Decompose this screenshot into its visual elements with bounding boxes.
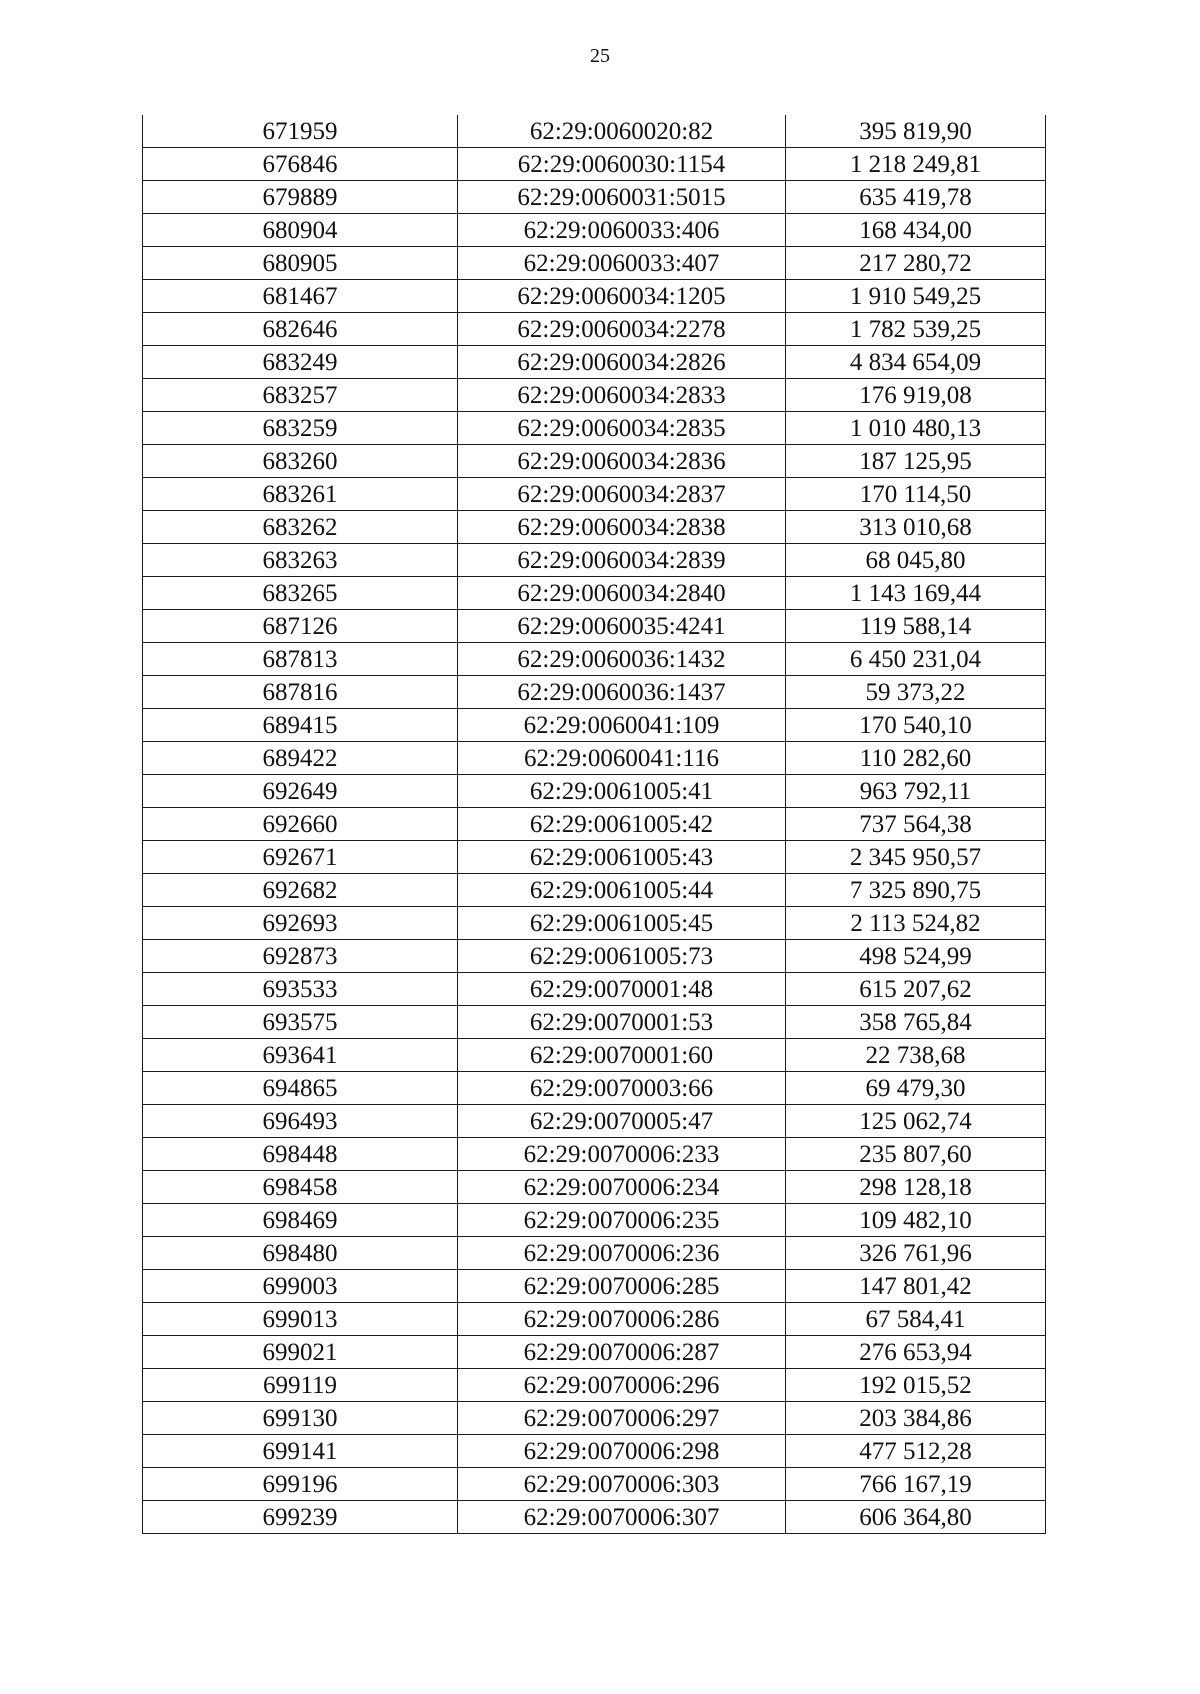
cadastral-number-cell: 62:29:0070005:47 <box>458 1105 786 1138</box>
cadastral-number-cell: 62:29:0060036:1437 <box>458 676 786 709</box>
table-row <box>143 1369 1046 1402</box>
record-number-cell: 687126 <box>143 610 458 643</box>
table-row <box>143 247 1046 280</box>
record-number-cell: 683249 <box>143 346 458 379</box>
cadastral-number-cell: 62:29:0061005:45 <box>458 907 786 940</box>
amount-cell: 298 128,18 <box>786 1171 1046 1204</box>
table-row <box>143 1039 1046 1072</box>
record-number-cell: 692671 <box>143 841 458 874</box>
table-row <box>143 412 1046 445</box>
record-number-cell: 693575 <box>143 1006 458 1039</box>
table-row <box>143 1402 1046 1435</box>
table-row <box>143 1171 1046 1204</box>
amount-cell: 235 807,60 <box>786 1138 1046 1171</box>
cadastral-number-cell: 62:29:0060034:2840 <box>458 577 786 610</box>
cadastral-number-cell: 62:29:0060033:407 <box>458 247 786 280</box>
cadastral-number-cell: 62:29:0060036:1432 <box>458 643 786 676</box>
record-number-cell: 698469 <box>143 1204 458 1237</box>
amount-cell: 4 834 654,09 <box>786 346 1046 379</box>
amount-cell: 1 782 539,25 <box>786 313 1046 346</box>
cadastral-number-cell: 62:29:0070006:234 <box>458 1171 786 1204</box>
amount-cell: 615 207,62 <box>786 973 1046 1006</box>
amount-cell: 110 282,60 <box>786 742 1046 775</box>
cadastral-number-cell: 62:29:0060034:2278 <box>458 313 786 346</box>
record-number-cell: 680905 <box>143 247 458 280</box>
amount-cell: 1 910 549,25 <box>786 280 1046 313</box>
table-row <box>143 1105 1046 1138</box>
cadastral-number-cell: 62:29:0060041:116 <box>458 742 786 775</box>
amount-cell: 170 540,10 <box>786 709 1046 742</box>
table-row <box>143 775 1046 808</box>
table-row <box>143 1435 1046 1468</box>
table-row <box>143 478 1046 511</box>
table-row <box>143 379 1046 412</box>
table-row <box>143 874 1046 907</box>
record-number-cell: 698458 <box>143 1171 458 1204</box>
record-number-cell: 693641 <box>143 1039 458 1072</box>
amount-cell: 606 364,80 <box>786 1501 1046 1534</box>
table-row <box>143 643 1046 676</box>
table-row <box>143 1303 1046 1336</box>
record-number-cell: 683263 <box>143 544 458 577</box>
cadastral-number-cell: 62:29:0060034:1205 <box>458 280 786 313</box>
amount-cell: 635 419,78 <box>786 181 1046 214</box>
cadastral-number-cell: 62:29:0070006:236 <box>458 1237 786 1270</box>
record-number-cell: 671959 <box>143 115 458 148</box>
record-number-cell: 692873 <box>143 940 458 973</box>
record-number-cell: 687813 <box>143 643 458 676</box>
amount-cell: 170 114,50 <box>786 478 1046 511</box>
record-number-cell: 693533 <box>143 973 458 1006</box>
amount-cell: 6 450 231,04 <box>786 643 1046 676</box>
record-number-cell: 683265 <box>143 577 458 610</box>
cadastral-number-cell: 62:29:0070001:60 <box>458 1039 786 1072</box>
record-number-cell: 698448 <box>143 1138 458 1171</box>
amount-cell: 119 588,14 <box>786 610 1046 643</box>
record-number-cell: 698480 <box>143 1237 458 1270</box>
cadastral-number-cell: 62:29:0060033:406 <box>458 214 786 247</box>
amount-cell: 59 373,22 <box>786 676 1046 709</box>
amount-cell: 1 143 169,44 <box>786 577 1046 610</box>
data-table <box>142 115 1046 1534</box>
cadastral-number-cell: 62:29:0061005:43 <box>458 841 786 874</box>
amount-cell: 192 015,52 <box>786 1369 1046 1402</box>
cadastral-number-cell: 62:29:0070006:235 <box>458 1204 786 1237</box>
record-number-cell: 692682 <box>143 874 458 907</box>
record-number-cell: 699003 <box>143 1270 458 1303</box>
amount-cell: 395 819,90 <box>786 115 1046 148</box>
cadastral-number-cell: 62:29:0060031:5015 <box>458 181 786 214</box>
cadastral-number-cell: 62:29:0061005:41 <box>458 775 786 808</box>
record-number-cell: 687816 <box>143 676 458 709</box>
amount-cell: 217 280,72 <box>786 247 1046 280</box>
amount-cell: 125 062,74 <box>786 1105 1046 1138</box>
table-row <box>143 214 1046 247</box>
record-number-cell: 680904 <box>143 214 458 247</box>
record-number-cell: 694865 <box>143 1072 458 1105</box>
cadastral-number-cell: 62:29:0060020:82 <box>458 115 786 148</box>
table-row <box>143 973 1046 1006</box>
amount-cell: 1 010 480,13 <box>786 412 1046 445</box>
amount-cell: 498 524,99 <box>786 940 1046 973</box>
table-row <box>143 148 1046 181</box>
cadastral-number-cell: 62:29:0061005:44 <box>458 874 786 907</box>
cadastral-number-cell: 62:29:0061005:73 <box>458 940 786 973</box>
amount-cell: 203 384,86 <box>786 1402 1046 1435</box>
record-number-cell: 699130 <box>143 1402 458 1435</box>
cadastral-number-cell: 62:29:0070006:287 <box>458 1336 786 1369</box>
amount-cell: 168 434,00 <box>786 214 1046 247</box>
table-row <box>143 1270 1046 1303</box>
cadastral-number-cell: 62:29:0060034:2833 <box>458 379 786 412</box>
table-row <box>143 841 1046 874</box>
amount-cell: 477 512,28 <box>786 1435 1046 1468</box>
cadastral-number-cell: 62:29:0060034:2836 <box>458 445 786 478</box>
table-row <box>143 346 1046 379</box>
cadastral-number-cell: 62:29:0070006:233 <box>458 1138 786 1171</box>
cadastral-number-cell: 62:29:0070006:285 <box>458 1270 786 1303</box>
cadastral-number-cell: 62:29:0060034:2826 <box>458 346 786 379</box>
record-number-cell: 681467 <box>143 280 458 313</box>
table-row <box>143 313 1046 346</box>
table-row <box>143 1204 1046 1237</box>
table-row <box>143 1138 1046 1171</box>
cadastral-number-cell: 62:29:0070006:296 <box>458 1369 786 1402</box>
record-number-cell: 683260 <box>143 445 458 478</box>
record-number-cell: 699141 <box>143 1435 458 1468</box>
amount-cell: 1 218 249,81 <box>786 148 1046 181</box>
table-row <box>143 1468 1046 1501</box>
record-number-cell: 699013 <box>143 1303 458 1336</box>
table-row <box>143 907 1046 940</box>
record-number-cell: 699021 <box>143 1336 458 1369</box>
table-row <box>143 1336 1046 1369</box>
cadastral-number-cell: 62:29:0060034:2838 <box>458 511 786 544</box>
table-row <box>143 181 1046 214</box>
record-number-cell: 683257 <box>143 379 458 412</box>
amount-cell: 963 792,11 <box>786 775 1046 808</box>
cadastral-number-cell: 62:29:0070006:298 <box>458 1435 786 1468</box>
record-number-cell: 683261 <box>143 478 458 511</box>
cadastral-number-cell: 62:29:0060030:1154 <box>458 148 786 181</box>
table-row <box>143 610 1046 643</box>
table-row <box>143 1501 1046 1534</box>
record-number-cell: 689415 <box>143 709 458 742</box>
record-number-cell: 692649 <box>143 775 458 808</box>
record-number-cell: 699239 <box>143 1501 458 1534</box>
amount-cell: 326 761,96 <box>786 1237 1046 1270</box>
record-number-cell: 679889 <box>143 181 458 214</box>
amount-cell: 358 765,84 <box>786 1006 1046 1039</box>
page-number: 25 <box>590 45 610 67</box>
cadastral-number-cell: 62:29:0060035:4241 <box>458 610 786 643</box>
amount-cell: 67 584,41 <box>786 1303 1046 1336</box>
amount-cell: 109 482,10 <box>786 1204 1046 1237</box>
cadastral-number-cell: 62:29:0060034:2835 <box>458 412 786 445</box>
record-number-cell: 682646 <box>143 313 458 346</box>
record-number-cell: 683259 <box>143 412 458 445</box>
record-number-cell: 692693 <box>143 907 458 940</box>
cadastral-number-cell: 62:29:0060034:2837 <box>458 478 786 511</box>
cadastral-number-cell: 62:29:0061005:42 <box>458 808 786 841</box>
table-row <box>143 577 1046 610</box>
amount-cell: 2 113 524,82 <box>786 907 1046 940</box>
table-row <box>143 115 1046 148</box>
cadastral-number-cell: 62:29:0060034:2839 <box>458 544 786 577</box>
table-row <box>143 511 1046 544</box>
table-row <box>143 1237 1046 1270</box>
table-row <box>143 676 1046 709</box>
amount-cell: 276 653,94 <box>786 1336 1046 1369</box>
table-row <box>143 742 1046 775</box>
amount-cell: 313 010,68 <box>786 511 1046 544</box>
amount-cell: 187 125,95 <box>786 445 1046 478</box>
amount-cell: 68 045,80 <box>786 544 1046 577</box>
table-row <box>143 280 1046 313</box>
amount-cell: 737 564,38 <box>786 808 1046 841</box>
amount-cell: 22 738,68 <box>786 1039 1046 1072</box>
cadastral-number-cell: 62:29:0070003:66 <box>458 1072 786 1105</box>
cadastral-number-cell: 62:29:0070001:53 <box>458 1006 786 1039</box>
record-number-cell: 692660 <box>143 808 458 841</box>
amount-cell: 176 919,08 <box>786 379 1046 412</box>
amount-cell: 2 345 950,57 <box>786 841 1046 874</box>
table-row <box>143 808 1046 841</box>
table-row <box>143 709 1046 742</box>
table-row <box>143 1006 1046 1039</box>
table-row <box>143 1072 1046 1105</box>
table-row <box>143 940 1046 973</box>
record-number-cell: 683262 <box>143 511 458 544</box>
cadastral-number-cell: 62:29:0070006:297 <box>458 1402 786 1435</box>
record-number-cell: 699119 <box>143 1369 458 1402</box>
cadastral-number-cell: 62:29:0070006:303 <box>458 1468 786 1501</box>
amount-cell: 147 801,42 <box>786 1270 1046 1303</box>
table-row <box>143 445 1046 478</box>
cadastral-number-cell: 62:29:0060041:109 <box>458 709 786 742</box>
record-number-cell: 676846 <box>143 148 458 181</box>
data-table-container <box>142 115 1045 1534</box>
table-body <box>143 115 1046 1534</box>
record-number-cell: 699196 <box>143 1468 458 1501</box>
table-row <box>143 544 1046 577</box>
record-number-cell: 696493 <box>143 1105 458 1138</box>
cadastral-number-cell: 62:29:0070006:286 <box>458 1303 786 1336</box>
amount-cell: 69 479,30 <box>786 1072 1046 1105</box>
record-number-cell: 689422 <box>143 742 458 775</box>
cadastral-number-cell: 62:29:0070001:48 <box>458 973 786 1006</box>
cadastral-number-cell: 62:29:0070006:307 <box>458 1501 786 1534</box>
amount-cell: 766 167,19 <box>786 1468 1046 1501</box>
amount-cell: 7 325 890,75 <box>786 874 1046 907</box>
